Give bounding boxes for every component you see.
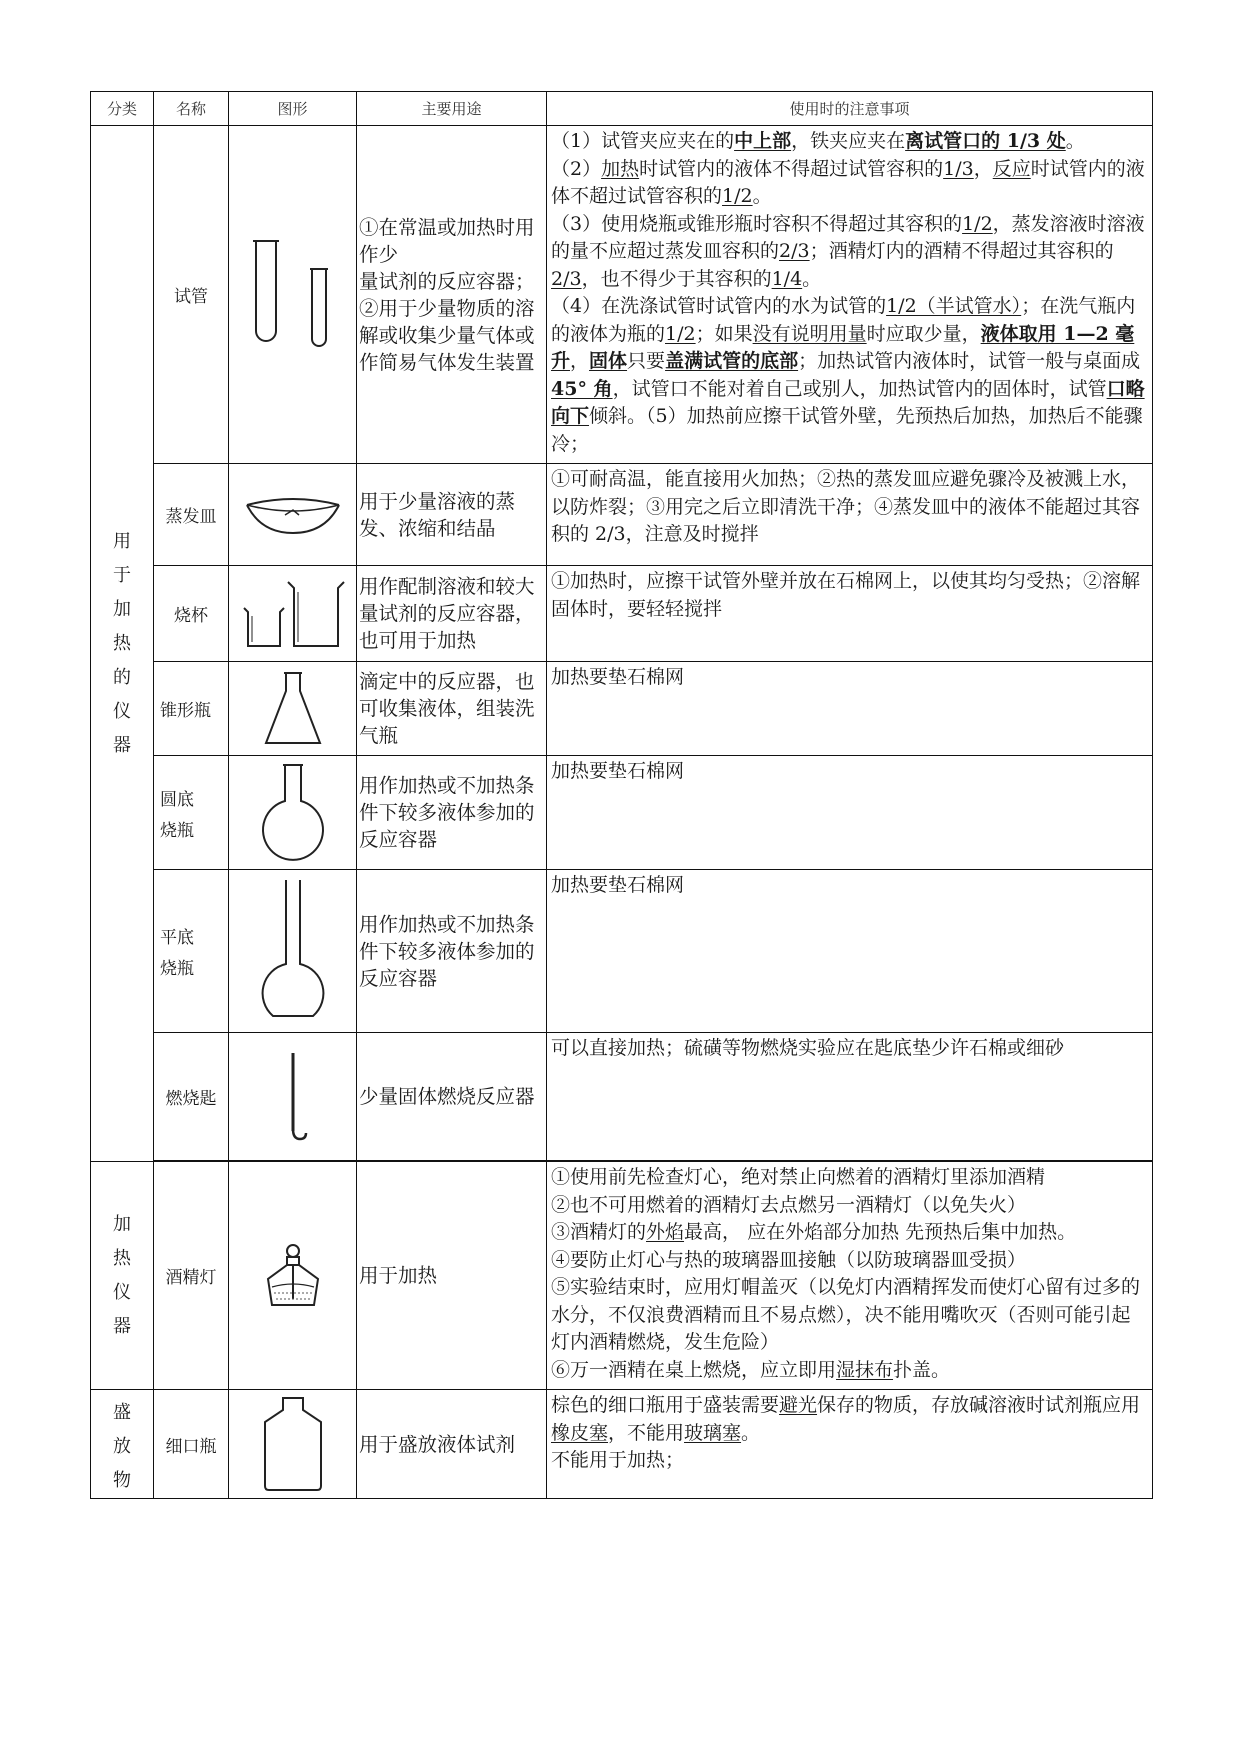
name-combustion-spoon: 燃烧匙: [154, 1033, 229, 1161]
name-reagent-bottle: 细口瓶: [154, 1390, 229, 1499]
row-beaker: [91, 566, 1153, 662]
figure-combustion-spoon: [229, 1033, 357, 1161]
notes-round-flask: 加热要垫石棉网: [547, 756, 1153, 870]
notes-alcohol-lamp: ①使用前先检查灯心，绝对禁止向燃着的酒精灯里添加酒精 ②也不可用燃着的酒精灯去点燃另一酒精灯（以免失火） ③酒精灯的外焰最高， 应在外焰部分加热 先预热后集中加热。 ④要防止灯心与热的玻璃器皿接触（以防玻璃器皿受损） ⑤实验结束时，应用灯帽盖灭（以免灯内酒精挥发而使灯心留有过多的水分，不仅浪费酒精而且不易点燃），决不能用嘴吹灭（否则可能引起灯内酒精燃烧，发生危险） ⑥万一酒精在桌上燃烧，应立即用湿抹布扑盖。: [547, 1162, 1153, 1390]
figure-test-tube: [229, 126, 357, 464]
use-flat-flask: 用作加热或不加热条件下较多液体参加的反应容器: [357, 870, 547, 1033]
notes-test-tube: （1）试管夹应夹在的中上部，铁夹应夹在离试管口的 1/3 处。 （2）加热时试管内的液体不得超过试管容积的1/3，反应时试管内的液体不超过试管容积的1/2。 （3）使用烧瓶或锥形瓶时容积不得超过其容积的1/2，蒸发溶液时溶液的量不应超过蒸发皿容积的2/3；酒精灯内的酒精不得超过其容积的2/3，也不得少于其容积的1/4。 （4）在洗涤试管时试管内的水为试管的1/2（半试管水）；在洗气瓶内的液体为瓶的1/2；如果没有说明用量时应取少量，液体取用 1—2 毫升，固体只要盖满试管的底部；加热试管内液体时，试管一般与桌面成45° 角，试管口不能对着自己或别人，加热试管内的固体时，试管口略向下倾斜。（5）加热前应擦干试管外壁，先预热后加热，加热后不能骤冷；: [547, 126, 1153, 464]
category-heating: 用 于 加 热 的 仪 器: [91, 126, 154, 1162]
notes-evaporating-dish: ①可耐高温，能直接用火加热；②热的蒸发皿应避免骤冷及被溅上水，以防炸裂；③用完之后立即清洗干净；④蒸发皿中的液体不能超过其容积的 2/3，注意及时搅拌: [547, 464, 1153, 566]
alcohol-lamp-icon: [258, 1241, 328, 1311]
figure-reagent-bottle: [229, 1390, 357, 1499]
flat-bottom-flask-icon: [251, 876, 335, 1026]
use-conical-flask: 滴定中的反应器，也可收集液体，组装洗气瓶: [357, 662, 547, 756]
use-round-flask: 用作加热或不加热条件下较多液体参加的反应容器: [357, 756, 547, 870]
notes-combustion-spoon: 可以直接加热；硫磺等物燃烧实验应在匙底垫少许石棉或细砂: [547, 1033, 1153, 1161]
figure-round-flask: [229, 756, 357, 870]
header-category: 分类: [91, 92, 154, 126]
use-beaker: 用作配制溶液和较大量试剂的反应容器，也可用于加热: [357, 566, 547, 662]
name-alcohol-lamp: 酒精灯: [154, 1162, 229, 1390]
apparatus-table: [90, 91, 1153, 1499]
category-burner: 加 热 仪 器: [91, 1162, 154, 1390]
notes-conical-flask: 加热要垫石棉网: [547, 662, 1153, 756]
name-round-flask: 圆底 烧瓶: [154, 756, 229, 870]
row-round-flask: [91, 756, 1153, 870]
conical-flask-icon: [258, 669, 328, 749]
figure-flat-flask: [229, 870, 357, 1033]
header-name: 名称: [154, 92, 229, 126]
use-combustion-spoon: 少量固体燃烧反应器: [357, 1033, 547, 1161]
use-reagent-bottle: 用于盛放液体试剂: [357, 1390, 547, 1499]
name-beaker: 烧杯: [154, 566, 229, 662]
name-flat-flask: 平底 烧瓶: [154, 870, 229, 1033]
header-notes: 使用时的注意事项: [547, 92, 1153, 126]
row-test-tube: [91, 126, 1153, 464]
header-figure: 图形: [229, 92, 357, 126]
use-evaporating-dish: 用于少量溶液的蒸发、浓缩和结晶: [357, 464, 547, 566]
beaker-icon: [238, 576, 348, 652]
name-evaporating-dish: 蒸发皿: [154, 464, 229, 566]
round-flask-icon: [253, 761, 333, 865]
figure-beaker: [229, 566, 357, 662]
use-test-tube: ①在常温或加热时用作少 量试剂的反应容器； ②用于少量物质的溶解或收集少量气体或作简易气体发生装置: [357, 126, 547, 464]
notes-flat-flask: 加热要垫石棉网: [547, 870, 1153, 1033]
notes-reagent-bottle: 棕色的细口瓶用于盛装需要避光保存的物质，存放碱溶液时试剂瓶应用橡皮塞，不能用玻璃塞。 不能用于加热；: [547, 1390, 1153, 1499]
row-evaporating-dish: [91, 464, 1153, 566]
row-flat-flask: [91, 870, 1153, 1033]
evaporating-dish-icon: [243, 493, 343, 537]
category-storage: 盛 放 物: [91, 1390, 154, 1499]
figure-alcohol-lamp: [229, 1162, 357, 1390]
row-combustion-spoon: [91, 1033, 1153, 1161]
combustion-spoon-icon: [273, 1049, 313, 1145]
figure-conical-flask: [229, 662, 357, 756]
figure-evaporating-dish: [229, 464, 357, 566]
use-alcohol-lamp: 用于加热: [357, 1162, 547, 1390]
row-alcohol-lamp: [91, 1162, 1153, 1390]
row-conical-flask: [91, 662, 1153, 756]
header-use: 主要用途: [357, 92, 547, 126]
name-conical-flask: 锥形瓶: [154, 662, 229, 756]
header-row: [91, 92, 1153, 126]
test-tube-icon: [238, 235, 348, 355]
row-reagent-bottle: [91, 1390, 1153, 1499]
notes-beaker: ①加热时，应擦干试管外壁并放在石棉网上，以使其均匀受热；②溶解固体时，要轻轻搅拌: [547, 566, 1153, 662]
reagent-bottle-icon: [253, 1394, 333, 1494]
name-test-tube: 试管: [154, 126, 229, 464]
